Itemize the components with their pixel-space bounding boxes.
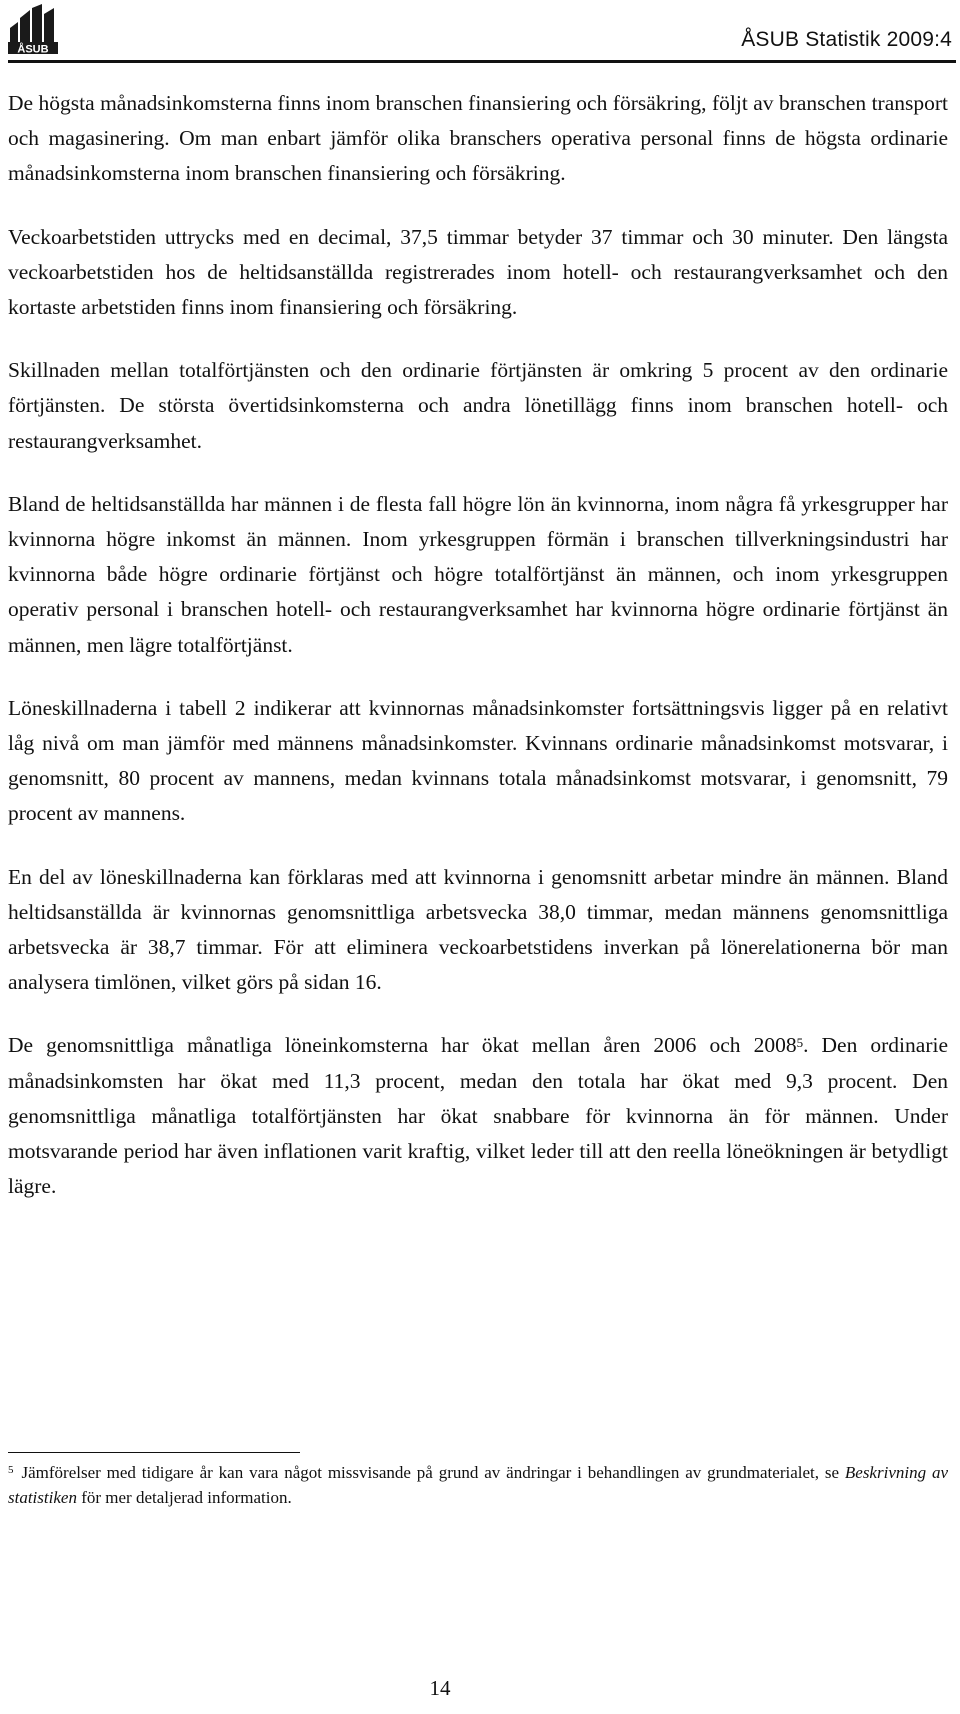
paragraph-2: Veckoarbetstiden uttrycks med en decimal, 37,5 timmar betyder 37 timmar och 30 minuter. Den längsta veckoarbetstiden hos de heltidsanställda registrerades inom hotell- och restaurangverksamhet och den kortaste arbetstiden finns inom finansiering och försäkring.: [8, 224, 948, 320]
paragraph-7: [8, 1028, 948, 1204]
footnote-reference[interactable]: 5: [796, 1035, 804, 1051]
paragraph-6: En del av löneskillnaderna kan förklaras med att kvinnorna i genomsnitt arbetar mindre än männen. Bland heltidsanställda är kvinnornas genomsnittliga arbetsvecka 38,0 timmar, medan männens genomsnittliga arbetsvecka är 38,7 timmar. För att eliminera veckoarbetstidens inverkan på lönerelationerna bör man analysera timlönen, vilket görs på sidan 16.: [8, 864, 948, 995]
paragraph-3: Skillnaden mellan totalförtjänsten och den ordinarie förtjänsten är omkring 5 procent av den ordinarie förtjänsten. De största övertidsinkomsterna och andra lönetillägg finns inom branschen hotell- och restaurangverksamhet.: [8, 358, 948, 453]
paragraph-4: Bland de heltidsanställda har männen i de flesta fall högre lön än kvinnorna, inom några få yrkesgrupper har kvinnorna högre inkomst än männen. Inom yrkesgruppen förmän i branschen tillverkningsindustri har kvinnorna både högre ordinarie förtjänst och högre totalförtjänst än männen, och inom yrkesgruppen operativ personal i branschen hotell- och restaurangverksamhet har kvinnorna högre ordinarie förtjänst än männen, men lägre totalförtjänst.: [8, 491, 948, 657]
body-text: [8, 86, 948, 1232]
asub-logo: [8, 4, 58, 54]
paragraph-5: Löneskillnaderna i tabell 2 indikerar att kvinnornas månadsinkomster fortsättningsvis ligger på en relativt låg nivå om man jämför med männens månadsinkomster. Kvinnans ordinarie månadsinkomst motsvarar, i genomsnitt, 80 procent av mannens, medan kvinnans totala månadsinkomst motsvarar, i genomsnitt, 79 procent av mannens.: [8, 695, 948, 826]
footnote-number: 5: [8, 1464, 14, 1476]
header-divider: [8, 60, 956, 63]
footnote: [8, 1460, 948, 1510]
logo-text: ÅSUB: [17, 43, 49, 54]
paragraph-7-end: . Den ordinarie månadsinkomsten har ökat med 11,3 procent, medan den totala har ökat med 9,3 procent. Den genomsnittliga månatliga totalförtjänsten har ökat snabbare för kvinnorna än för männen. Under motsvarande period har även inflationen varit kraftig, vilket leder till att den reella löneökningen är betydligt lägre.: [8, 1033, 948, 1199]
footnote-text-end: för mer detaljerad information.: [76, 1488, 292, 1507]
header-title: ÅSUB Statistik 2009:4: [741, 28, 952, 51]
page-header: [8, 4, 958, 62]
footnote-italic-title: Beskrivning av statistiken: [8, 1463, 949, 1507]
paragraph-7-start: De genomsnittliga månatliga löneinkomsterna har ökat mellan åren 2006 och 2008: [8, 1033, 797, 1058]
footnote-text-start: Jämförelser med tidigare år kan vara något missvisande på grund av ändringar i behandlingen av grundmaterialet, se: [21, 1463, 845, 1482]
page-number: 14: [429, 1676, 451, 1700]
footnote-divider: [8, 1452, 300, 1453]
paragraph-1: De högsta månadsinkomsterna finns inom branschen finansiering och försäkring, följt av branschen transport och magasinering. Om man enbart jämför olika branschers operativa personal finns de högsta ordinarie månadsinkomsterna inom branschen finansiering och försäkring.: [8, 91, 948, 186]
asub-logo-icon: [8, 4, 58, 54]
